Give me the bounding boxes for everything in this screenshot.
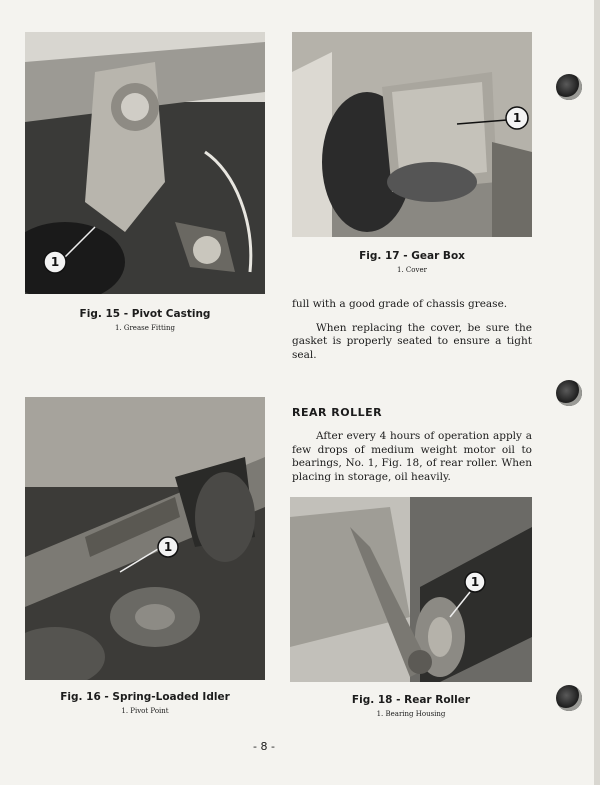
paragraph-3: After every 4 hours of operation apply a few drops of medium weight motor oil to bearings, No. 1, Fig. 18, of rear roller. When placing in storage, oil heavily. — [292, 430, 532, 483]
fig18-callout: 1 — [470, 575, 480, 589]
gearbox-text — [292, 298, 532, 362]
fig15-item: 1. Grease Fitting — [114, 324, 176, 332]
fig18-photo — [290, 497, 532, 682]
rear-roller-text — [292, 430, 532, 484]
page-edge — [594, 0, 600, 785]
binder-hole-top — [556, 74, 582, 100]
fig18-item: 1. Bearing Housing — [376, 710, 446, 718]
page-number: - 8 - — [253, 740, 275, 753]
fig16-title: Fig. 16 - Spring-Loaded Idler — [60, 691, 230, 703]
fig15-title: Fig. 15 - Pivot Casting — [79, 308, 211, 320]
fig15-callout: 1 — [50, 255, 60, 269]
fig17-item: 1. Cover — [397, 266, 427, 274]
section-heading-rear-roller: REAR ROLLER — [292, 406, 383, 419]
fig16-photo — [25, 397, 265, 680]
paragraph-1: full with a good grade of chassis grease. — [292, 298, 508, 310]
fig17-callout: 1 — [512, 111, 522, 125]
fig17-title: Fig. 17 - Gear Box — [359, 250, 465, 262]
fig15-photo — [25, 32, 265, 294]
fig17-photo — [292, 32, 532, 237]
paragraph-2: When replacing the cover, be sure the gasket is properly seated to ensure a tight seal. — [292, 321, 532, 361]
fig18-title: Fig. 18 - Rear Roller — [351, 694, 471, 706]
fig16-item: 1. Pivot Point — [121, 707, 169, 715]
binder-hole-bottom — [556, 685, 582, 711]
binder-hole-middle — [556, 380, 582, 406]
fig16-callout: 1 — [163, 540, 173, 554]
